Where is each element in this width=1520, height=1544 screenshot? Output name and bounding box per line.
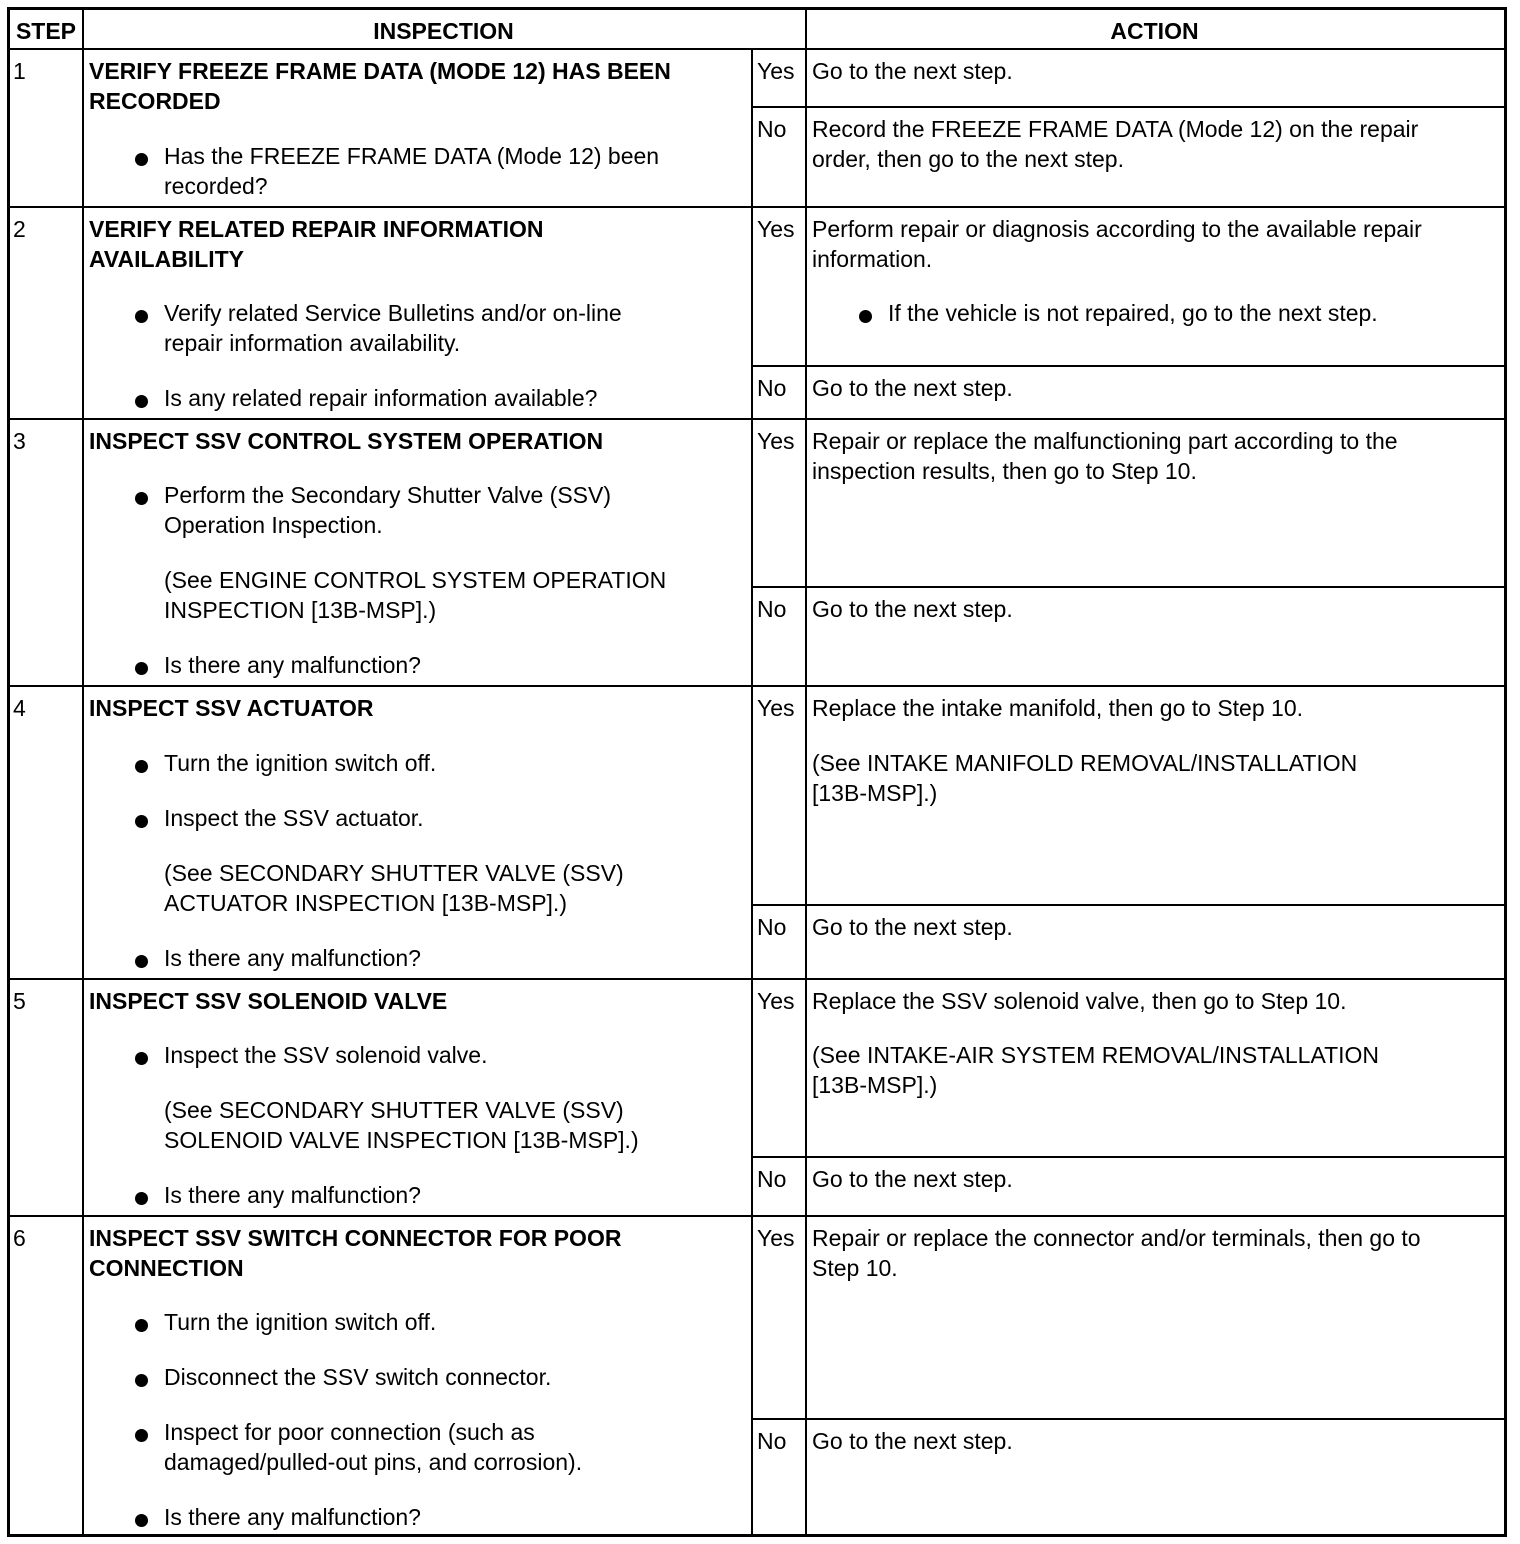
yes-action: Go to the next step. bbox=[812, 58, 1013, 84]
yes-action: Replace the SSV solenoid valve, then go to Step 10. bbox=[812, 988, 1347, 1014]
row-divider bbox=[10, 685, 1504, 687]
yes-no-divider bbox=[751, 365, 1504, 367]
bullet-icon bbox=[135, 1192, 148, 1205]
no-label: No bbox=[757, 596, 787, 622]
reference-note: INSPECTION [13B-MSP].) bbox=[164, 597, 437, 623]
row-divider bbox=[10, 1215, 1504, 1217]
bullet-icon bbox=[135, 760, 148, 773]
step-number: 4 bbox=[13, 695, 26, 721]
yes-no-divider bbox=[751, 586, 1504, 588]
bullet-text: Is there any malfunction? bbox=[164, 945, 421, 971]
no-label: No bbox=[757, 914, 787, 940]
yes-label: Yes bbox=[757, 428, 795, 454]
no-label: No bbox=[757, 116, 787, 142]
step-title: INSPECT SSV CONTROL SYSTEM OPERATION bbox=[89, 428, 604, 454]
step-title: VERIFY RELATED REPAIR INFORMATION bbox=[89, 216, 544, 242]
no-action: Go to the next step. bbox=[812, 914, 1013, 940]
bullet-icon bbox=[135, 153, 148, 166]
step-number: 3 bbox=[13, 428, 26, 454]
yes-action-bullet: If the vehicle is not repaired, go to the next step. bbox=[888, 300, 1378, 326]
reference-note: (See SECONDARY SHUTTER VALVE (SSV) bbox=[164, 1097, 624, 1123]
no-action: Go to the next step. bbox=[812, 596, 1013, 622]
step-title: INSPECT SSV ACTUATOR bbox=[89, 695, 374, 721]
reference-note: (See SECONDARY SHUTTER VALVE (SSV) bbox=[164, 860, 624, 886]
yes-action: Replace the intake manifold, then go to Step 10. bbox=[812, 695, 1303, 721]
yes-action: Repair or replace the malfunctioning part according to the bbox=[812, 428, 1398, 454]
yes-no-divider bbox=[751, 106, 1504, 108]
bullet-icon bbox=[135, 1052, 148, 1065]
yes-reference-note: (See INTAKE MANIFOLD REMOVAL/INSTALLATION bbox=[812, 750, 1358, 776]
bullet-text: Inspect for poor connection (such as bbox=[164, 1419, 535, 1445]
yes-label: Yes bbox=[757, 1225, 795, 1251]
reference-note: (See ENGINE CONTROL SYSTEM OPERATION bbox=[164, 567, 667, 593]
bullet-icon bbox=[135, 955, 148, 968]
bullet-icon bbox=[135, 1514, 148, 1527]
yes-action: information. bbox=[812, 246, 933, 272]
reference-note: ACTUATOR INSPECTION [13B-MSP].) bbox=[164, 890, 567, 916]
header-inspection: INSPECTION bbox=[373, 18, 514, 44]
yes-no-divider bbox=[751, 1156, 1504, 1158]
yes-reference-note: (See INTAKE-AIR SYSTEM REMOVAL/INSTALLATION bbox=[812, 1042, 1380, 1068]
no-action: Go to the next step. bbox=[812, 1166, 1013, 1192]
step-number: 5 bbox=[13, 988, 26, 1014]
bullet-icon bbox=[859, 310, 872, 323]
no-action: Go to the next step. bbox=[812, 1428, 1013, 1454]
bullet-text: Perform the Secondary Shutter Valve (SSV) bbox=[164, 482, 611, 508]
yes-reference-note: [13B-MSP].) bbox=[812, 1072, 938, 1098]
bullet-text: Is there any malfunction? bbox=[164, 1182, 421, 1208]
reference-note: SOLENOID VALVE INSPECTION [13B-MSP].) bbox=[164, 1127, 639, 1153]
step-title: INSPECT SSV SOLENOID VALVE bbox=[89, 988, 448, 1014]
bullet-text: Turn the ignition switch off. bbox=[164, 1309, 437, 1335]
bullet-icon bbox=[135, 492, 148, 505]
step-number: 6 bbox=[13, 1225, 26, 1251]
yes-action: Step 10. bbox=[812, 1255, 898, 1281]
header-step: STEP bbox=[15, 18, 77, 44]
yes-reference-note: [13B-MSP].) bbox=[812, 780, 938, 806]
bullet-text: Inspect the SSV solenoid valve. bbox=[164, 1042, 488, 1068]
bullet-icon bbox=[135, 310, 148, 323]
step-title: RECORDED bbox=[89, 88, 221, 114]
bullet-icon bbox=[135, 395, 148, 408]
yes-action: inspection results, then go to Step 10. bbox=[812, 458, 1197, 484]
header-divider bbox=[10, 48, 1504, 50]
bullet-text: Is any related repair information available? bbox=[164, 385, 598, 411]
no-label: No bbox=[757, 1166, 787, 1192]
yes-no-divider bbox=[751, 1418, 1504, 1420]
bullet-icon bbox=[135, 815, 148, 828]
no-label: No bbox=[757, 375, 787, 401]
step-number: 2 bbox=[13, 216, 26, 242]
bullet-text: damaged/pulled-out pins, and corrosion). bbox=[164, 1449, 583, 1475]
yes-action: Repair or replace the connector and/or terminals, then go to bbox=[812, 1225, 1421, 1251]
no-action: order, then go to the next step. bbox=[812, 146, 1124, 172]
step-title: CONNECTION bbox=[89, 1255, 244, 1281]
bullet-icon bbox=[135, 662, 148, 675]
bullet-text: Disconnect the SSV switch connector. bbox=[164, 1364, 552, 1390]
no-action: Go to the next step. bbox=[812, 375, 1013, 401]
row-divider bbox=[10, 978, 1504, 980]
no-action: Record the FREEZE FRAME DATA (Mode 12) on the repair bbox=[812, 116, 1419, 142]
step-title: AVAILABILITY bbox=[89, 246, 245, 272]
bullet-text: Turn the ignition switch off. bbox=[164, 750, 437, 776]
bullet-text: Operation Inspection. bbox=[164, 512, 383, 538]
yes-action: Perform repair or diagnosis according to the available repair bbox=[812, 216, 1422, 242]
bullet-icon bbox=[135, 1374, 148, 1387]
step-title: INSPECT SSV SWITCH CONNECTOR FOR POOR bbox=[89, 1225, 622, 1251]
no-label: No bbox=[757, 1428, 787, 1454]
bullet-text: Inspect the SSV actuator. bbox=[164, 805, 424, 831]
yes-label: Yes bbox=[757, 695, 795, 721]
header-action: ACTION bbox=[1110, 18, 1199, 44]
column-divider bbox=[751, 48, 753, 1534]
column-divider bbox=[82, 10, 84, 1534]
bullet-text: Verify related Service Bulletins and/or on-line bbox=[164, 300, 622, 326]
yes-no-divider bbox=[751, 904, 1504, 906]
row-divider bbox=[10, 206, 1504, 208]
bullet-icon bbox=[135, 1429, 148, 1442]
column-divider bbox=[805, 10, 807, 1534]
step-number: 1 bbox=[13, 58, 26, 84]
yes-label: Yes bbox=[757, 58, 795, 84]
yes-label: Yes bbox=[757, 988, 795, 1014]
bullet-text: Has the FREEZE FRAME DATA (Mode 12) been bbox=[164, 143, 660, 169]
bullet-text: Is there any malfunction? bbox=[164, 652, 421, 678]
step-title: VERIFY FREEZE FRAME DATA (MODE 12) HAS BEEN bbox=[89, 58, 671, 84]
bullet-text: Is there any malfunction? bbox=[164, 1504, 421, 1530]
bullet-icon bbox=[135, 1319, 148, 1332]
bullet-text: recorded? bbox=[164, 173, 268, 199]
bullet-text: repair information availability. bbox=[164, 330, 461, 356]
diagnostic-table bbox=[7, 7, 1507, 1537]
row-divider bbox=[10, 418, 1504, 420]
yes-label: Yes bbox=[757, 216, 795, 242]
